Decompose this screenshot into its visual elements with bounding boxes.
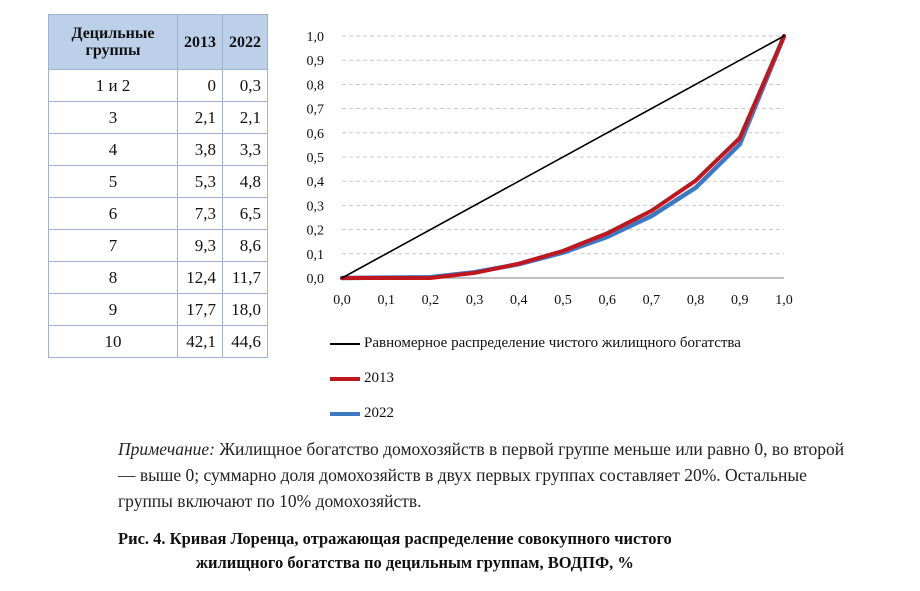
value-2022-cell: 18,0 [223,294,268,326]
y-tick-label: 1,0 [306,30,324,45]
decile-group-cell: 9 [49,294,178,326]
y-tick-label: 0,4 [306,175,324,191]
decile-group-cell: 10 [49,326,178,358]
value-2013-cell: 0 [178,70,223,102]
caption-line2: жилищного богатства по децильным группам, ВОДПФ, % [196,553,634,572]
value-2022-cell: 6,5 [223,198,268,230]
table-row [49,262,268,294]
decile-table [48,14,268,358]
decile-table-container [48,14,268,358]
note-label: Примечание: [118,439,215,459]
x-tick-label: 0,0 [333,293,351,308]
decile-group-cell: 8 [49,262,178,294]
table-row [49,326,268,358]
chart-legend [330,326,741,431]
y-tick-label: 0,9 [306,54,324,70]
value-2022-cell: 4,8 [223,166,268,198]
x-tick-label: 1,0 [775,293,793,308]
x-tick-label: 0,4 [510,293,528,308]
x-tick-label: 0,6 [598,293,616,308]
value-2022-cell: 0,3 [223,70,268,102]
y-tick-label: 0,1 [306,247,324,263]
x-tick-label: 0,3 [465,293,484,308]
legend-label-2022: 2022 [364,405,394,421]
table-row [49,230,268,262]
y-tick-label: 0,2 [306,223,324,239]
y-tick-label: 0,8 [306,78,324,94]
caption-line1: Рис. 4. Кривая Лоренца, отражающая распределение совокупного чистого [118,529,672,548]
value-2022-cell: 2,1 [223,102,268,134]
value-2013-cell: 7,3 [178,198,223,230]
legend-item-2013 [330,361,741,396]
table-row [49,198,268,230]
figure-caption [118,527,818,575]
legend-swatch-2013 [330,377,360,381]
decile-group-cell: 5 [49,166,178,198]
value-2022-cell: 8,6 [223,230,268,262]
table-row [49,294,268,326]
chart-note [118,436,858,514]
table-row [49,102,268,134]
decile-group-cell: 1 и 2 [49,70,178,102]
value-2013-cell: 12,4 [178,262,223,294]
y-tick-label: 0,7 [306,102,324,118]
legend-swatch-2022 [330,412,360,416]
value-2013-cell: 3,8 [178,134,223,166]
value-2013-cell: 42,1 [178,326,223,358]
header-groups: Децильные группы [49,15,178,70]
y-tick-label: 0,6 [306,126,324,142]
x-tick-label: 0,5 [554,293,572,308]
value-2013-cell: 9,3 [178,230,223,262]
y-tick-label: 0,5 [306,151,324,166]
lorenz-chart [290,14,800,314]
decile-group-cell: 6 [49,198,178,230]
y-tick-label: 0,0 [306,272,324,287]
value-2022-cell: 11,7 [223,262,268,294]
value-2013-cell: 17,7 [178,294,223,326]
grid-layer [342,36,784,254]
legend-label-uniform: Равномерное распределение чистого жилищного богатства [364,335,741,351]
table-row [49,166,268,198]
table-row [49,70,268,102]
x-tick-label: 0,2 [421,293,440,308]
x-tick-label: 0,9 [731,293,749,308]
table-body [49,70,268,358]
decile-group-cell: 4 [49,134,178,166]
legend-item-uniform [330,326,741,361]
value-2013-cell: 5,3 [178,166,223,198]
value-2022-cell: 3,3 [223,134,268,166]
x-tick-label: 0,8 [686,293,705,308]
table-row [49,134,268,166]
x-tick-label: 0,1 [377,293,395,308]
value-2022-cell: 44,6 [223,326,268,358]
header-2013: 2013 [178,15,223,70]
x-tick-label: 0,7 [642,293,661,308]
legend-item-2022 [330,396,741,431]
value-2013-cell: 2,1 [178,102,223,134]
legend-swatch-uniform [330,343,360,345]
header-2022: 2022 [223,15,268,70]
decile-group-cell: 3 [49,102,178,134]
legend-label-2013: 2013 [364,370,394,386]
table-header-row [49,15,268,70]
y-tick-label: 0,3 [306,199,324,215]
decile-group-cell: 7 [49,230,178,262]
note-text: Жилищное богатство домохозяйств в первой группе меньше или равно 0, во второй — выше 0; суммарно доля домохозяйств в двух первых группах составляет 20%. Остальные группы включают по 10% домохозяйств. [118,439,845,511]
